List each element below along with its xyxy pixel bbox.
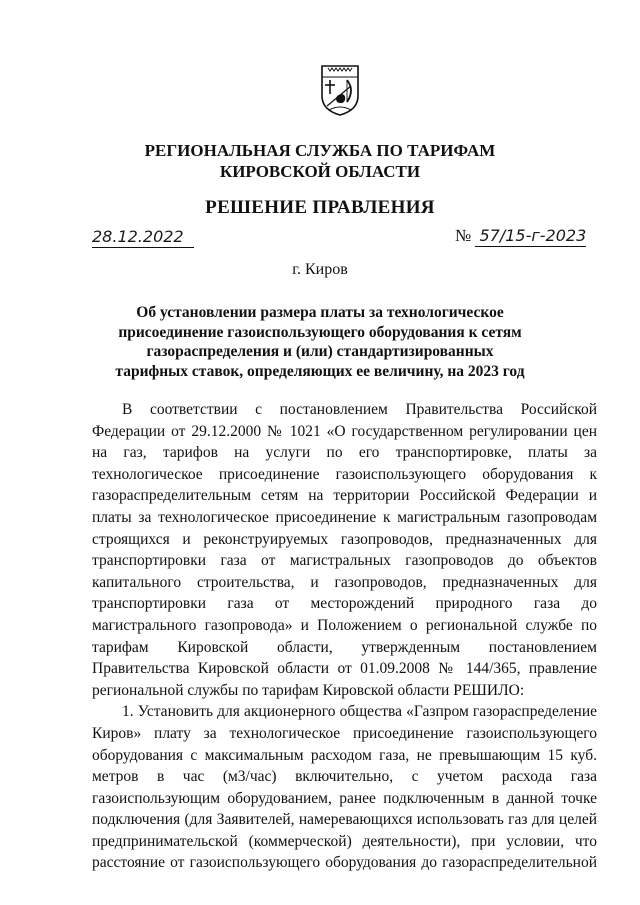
body-paragraph-legal-basis: В соответствии с постановлением Правительства Российской Федерации от 29.12.2000 № 1021 «О государственном регулировании цен на газ, тарифов на услуги по его транспортировке, платы за технологическое присоединение газоиспользующего оборудования к газораспределительным сетям на территории Российской Федерации и платы за технологическое присоединение к магистральным газопроводам строящихся и реконструируемых газопроводов, предназначенных для транспортировки газа от магистральных газопроводов до объектов капитального строительства, и газопроводов, предназначенных для транспортировки газа от месторождений природного газа до магистрального газопровода» и Положением о региональной службе по тарифам Кировской области, утвержденным постановлением Правительства Кировской области от 01.09.2008 № 144/365, правление региональной службы по тарифам Кировской области РЕШИЛО: [92, 401, 597, 699]
number-sign: № [455, 226, 472, 245]
coat-of-arms-icon [319, 64, 361, 116]
decision-date: 28.12.2022 [92, 227, 194, 248]
body-paragraph-clause-1: 1. Установить для акционерного общества «Газпром газораспределение Киров» плату за технологическое присоединение газоиспользующего оборудования с максимальным расходом газа, не превышающим 15 куб. метров в час (м3/час) включительно, с учетом расхода газа газоиспользующим оборудованием, ранее подключенным в данной точке подключения (для Заявителей, намеревающихся использовать газ для целей предпринимательской (коммерческой) деятельности), при условии, что расстояние от газоиспользующего оборудования до газораспределительной [92, 703, 597, 872]
decision-number-field [455, 226, 586, 247]
organization-region: КИРОВСКОЙ ОБЛАСТИ [219, 162, 421, 181]
city-line: г. Киров [292, 261, 348, 278]
decision-number: 57/15-г-2023 [475, 226, 586, 247]
document-body [92, 399, 597, 874]
decision-subject: Об установлении размера платы за технологическое присоединение газоиспользующего оборудования к сетям газораспределения и (или) стандартизированных тарифных ставок, определяющих ее величину, на 2023 год [115, 304, 525, 380]
organization-name: РЕГИОНАЛЬНАЯ СЛУЖБА ПО ТАРИФАМ [144, 141, 496, 160]
document-type-heading: РЕШЕНИЕ ПРАВЛЕНИЯ [205, 197, 435, 218]
